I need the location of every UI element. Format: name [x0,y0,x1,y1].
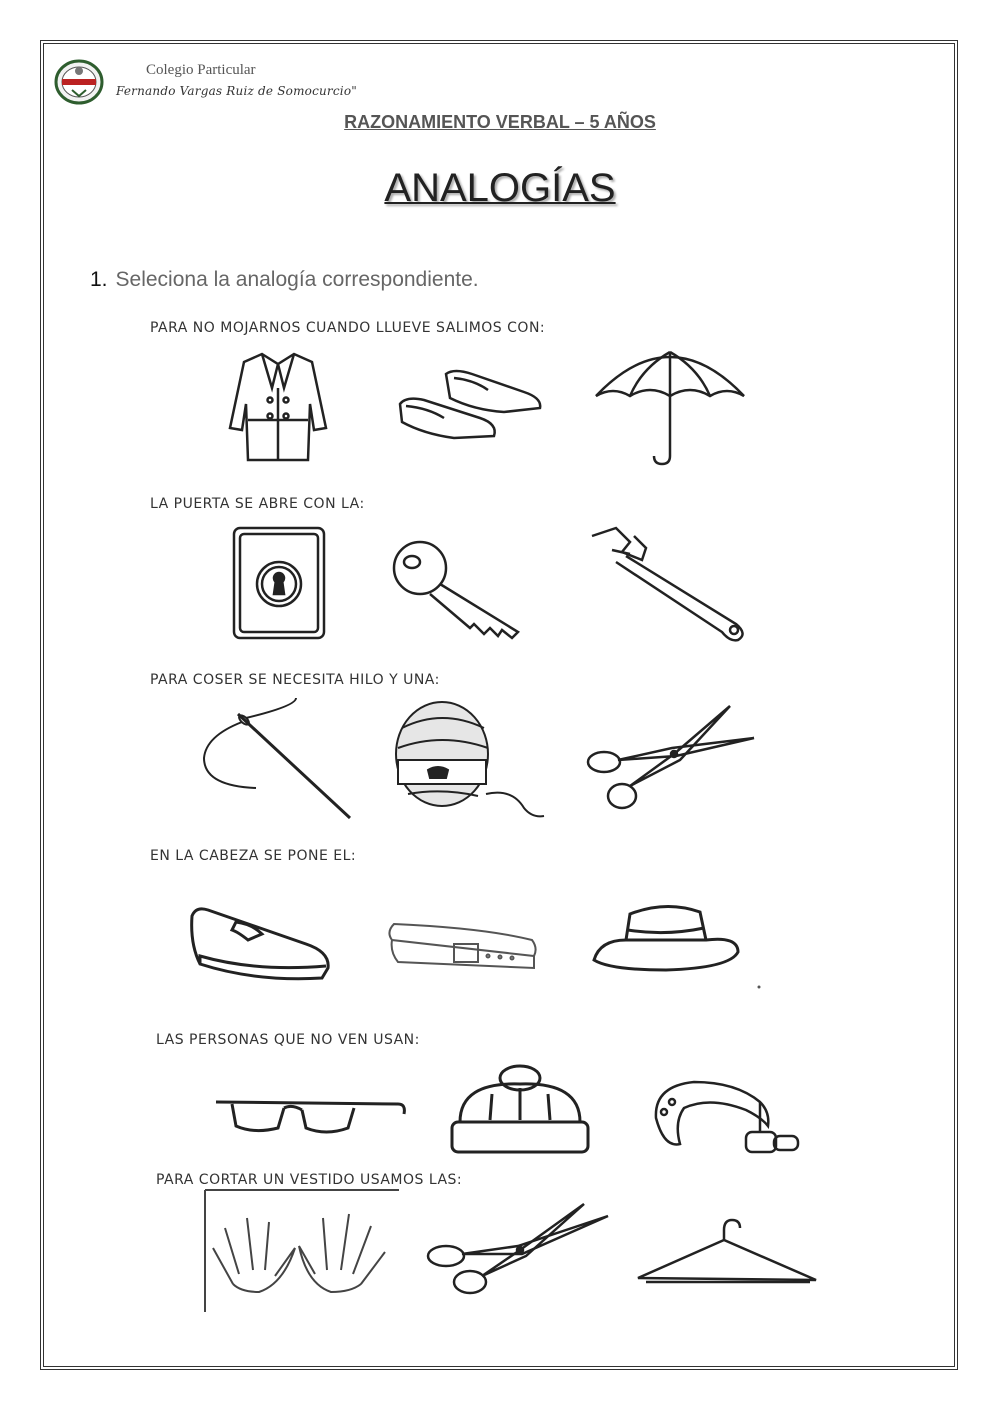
yarn-ball-icon[interactable] [392,698,548,822]
question-4-prompt: EN LA CABEZA SE PONE EL: [150,848,357,864]
hanger-icon[interactable] [634,1216,820,1286]
scissors-icon-2[interactable] [424,1200,612,1296]
scissors-icon[interactable] [584,702,760,812]
subject-heading: RAZONAMIENTO VERBAL – 5 AÑOS [344,112,656,132]
page-title: ANALOGÍAS [384,166,616,210]
needle-icon[interactable] [196,696,356,822]
shoes-icon[interactable] [394,366,544,444]
wrench-icon[interactable] [586,526,752,642]
question-1-prompt: PARA NO MOJARNOS CUANDO LLUEVE SALIMOS CON: [150,320,546,336]
school-logo [54,58,104,106]
instruction-text: Seleciona la analogía correspondiente. [115,268,479,291]
glasses-icon[interactable] [214,1090,408,1140]
hands-icon[interactable] [203,1188,399,1312]
shoe-icon[interactable] [186,904,334,984]
question-5-prompt: LAS PERSONAS QUE NO VEN USAN: [156,1032,420,1048]
lock-icon[interactable] [232,526,326,640]
school-subtitle: Fernando Vargas Ruiz de Somocurcio" [116,84,357,98]
key-icon[interactable] [390,538,526,640]
instruction-number: 1. [90,268,108,291]
question-6-prompt: PARA CORTAR UN VESTIDO USAMOS LAS: [156,1172,463,1188]
stray-mark [756,984,762,990]
question-3-prompt: PARA COSER SE NECESITA HILO Y UNA: [150,672,440,688]
hat-icon[interactable] [590,900,742,972]
umbrella-icon[interactable] [592,348,748,468]
instruction [90,268,479,292]
beanie-icon[interactable] [446,1064,594,1160]
school-name: Colegio Particular [146,62,256,78]
belt-icon[interactable] [384,916,540,970]
question-2-prompt: LA PUERTA SE ABRE CON LA: [150,496,365,512]
coat-icon[interactable] [222,348,334,466]
hearing-aid-icon[interactable] [650,1078,804,1168]
